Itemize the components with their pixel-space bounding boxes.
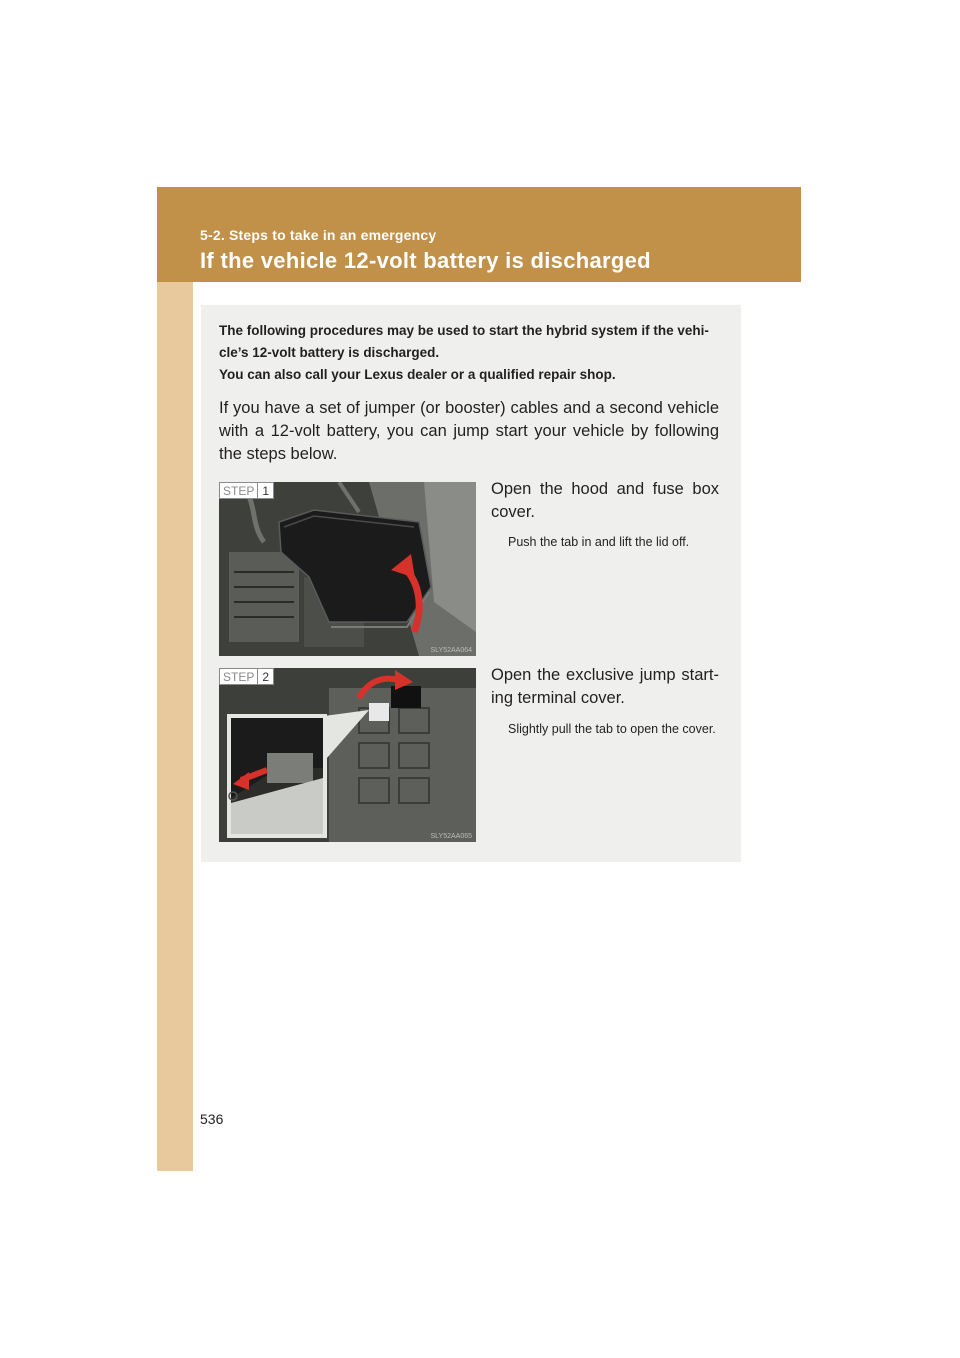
body-paragraph: If you have a set of jumper (or booster) cables and a second vehicle with a 12-volt battery, you can jump start your vehicle by following the steps below. xyxy=(219,399,719,463)
step-label: STEP xyxy=(219,668,258,685)
step-2-title: Open the exclusive jump start-ing terminal cover. xyxy=(491,666,719,707)
section-label: 5-2. Steps to take in an emergency xyxy=(200,227,437,243)
side-strip xyxy=(157,187,193,1171)
figure-code: SLY52AA065 xyxy=(430,833,472,840)
step-1-note: Push the tab in and lift the lid off. xyxy=(508,535,690,549)
step-2-note: Slightly pull the tab to open the cover. xyxy=(508,722,716,736)
step-1-badge xyxy=(219,482,274,499)
intro-line-3: You can also call your Lexus dealer or a qualified repair shop. xyxy=(219,367,616,382)
page-number: 536 xyxy=(200,1111,224,1127)
step-number: 2 xyxy=(258,668,274,685)
page-title: If the vehicle 12-volt battery is discharged xyxy=(200,248,651,273)
step-1-figure xyxy=(219,482,476,656)
step-1-title: Open the hood and fuse box cover. xyxy=(491,480,719,521)
step-2-badge xyxy=(219,668,274,685)
step-number: 1 xyxy=(258,482,274,499)
intro-block xyxy=(219,320,719,386)
intro-line-1: The following procedures may be used to start the hybrid system if the vehi- xyxy=(219,323,709,338)
figure-code: SLY52AA064 xyxy=(430,647,472,654)
step-label: STEP xyxy=(219,482,258,499)
fuse-box-cover-illustration xyxy=(219,482,476,656)
step-2-figure xyxy=(219,668,476,842)
intro-line-2: cle’s 12-volt battery is discharged. xyxy=(219,345,440,360)
jump-terminal-illustration xyxy=(219,668,476,842)
